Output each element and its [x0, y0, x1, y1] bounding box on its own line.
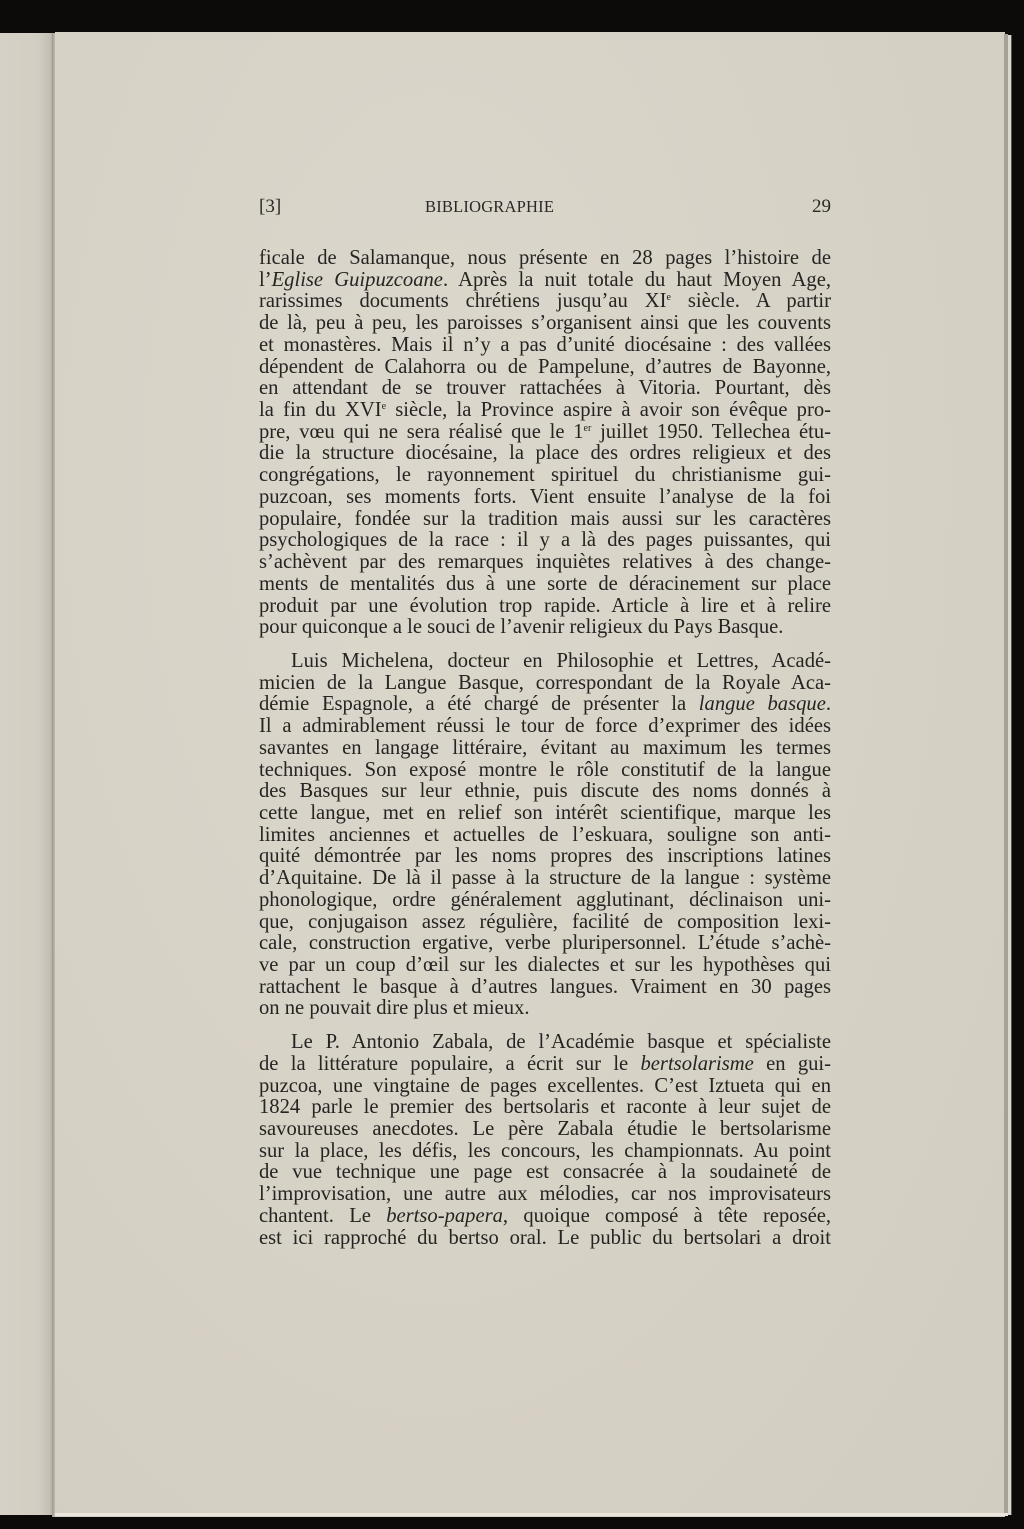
- text-line: [259, 673, 831, 695]
- text-run: juillet 1950. Tellechea étu-: [591, 420, 831, 443]
- text-line: [259, 716, 831, 738]
- text-run: pre, vœu qui ne sera réalisé que le 1: [259, 420, 584, 443]
- text-run: cette langue, met en relief son intérêt scientifique, marque les: [259, 801, 831, 824]
- text-line: [259, 357, 831, 379]
- text-run: phonologique, ordre généralement agglutinant, déclinaison uni-: [259, 888, 831, 911]
- text-line: [259, 1206, 831, 1228]
- superscript: er: [583, 422, 592, 434]
- text-run: chantent. Le: [259, 1204, 387, 1227]
- text-run: rattachent le basque à d’autres langues. Vraiment en 30 pages: [259, 975, 831, 998]
- text-run: en gui-: [753, 1052, 831, 1075]
- text-run: ficale de Salamanque, nous présente en 28 pages l’histoire de: [259, 247, 831, 269]
- text-line: [259, 998, 831, 1020]
- text-line: [259, 1141, 831, 1163]
- text-line: [259, 617, 831, 639]
- text-line: [259, 378, 831, 400]
- text-run: puzcoa, une vingtaine de pages excellentes. C’est Iztueta qui en: [259, 1074, 831, 1097]
- italic-title: Eglise Guipuzcoane: [271, 268, 443, 291]
- text-run: techniques. Son exposé montre le rôle constitutif de la langue: [259, 758, 831, 781]
- text-line: [259, 760, 831, 782]
- text-run: Le P. Antonio Zabala, de l’Académie basque et spécialiste: [291, 1031, 831, 1054]
- text-run: populaire, fondée sur la tradition mais aussi sur les caractères: [259, 507, 831, 530]
- paragraph: [259, 1032, 831, 1249]
- text-run: siècle, la Province aspire à avoir son évêque pro-: [386, 399, 831, 422]
- paragraph: [259, 248, 831, 639]
- text-run: rarissimes documents chrétiens jusqu’au XI: [259, 290, 667, 313]
- text-line: [259, 694, 831, 716]
- page-number: 29: [812, 196, 831, 217]
- text-run: cale, construction ergative, verbe pluripersonnel. L’étude s’achè-: [259, 932, 831, 955]
- text-run: micien de la Langue Basque, correspondant de la Royale Aca-: [259, 671, 831, 694]
- text-line: [259, 422, 831, 444]
- text-line: [259, 1119, 831, 1141]
- text-line: [259, 890, 831, 912]
- superscript: e: [381, 401, 387, 413]
- text-run: que, conjugaison assez régulière, facilité de composition lexi-: [259, 910, 831, 933]
- text-run: limites anciennes et actuelles de l’eskuara, souligne son anti-: [259, 823, 831, 846]
- text-run: en attendant de se trouver rattachées à Vitoria. Pourtant, dès: [259, 377, 831, 400]
- text-line: [259, 270, 831, 292]
- text-run: dépendent de Calahorra ou de Pampelune, d’autres de Bayonne,: [259, 355, 831, 378]
- text-line: [259, 1228, 831, 1250]
- text-run: est ici rapproché du bertso oral. Le public du bertsolari a droit: [259, 1226, 831, 1249]
- text-run: siècle. A partir: [670, 290, 831, 313]
- superscript: e: [666, 292, 671, 304]
- text-run: on ne pouvait dire plus et mieux.: [259, 997, 530, 1020]
- text-line: [259, 487, 831, 509]
- text-line: [259, 313, 831, 335]
- text-run: produit par une évolution trop rapide. Article à lire et à relire: [259, 594, 831, 617]
- text-line: [259, 651, 831, 673]
- italic-title: bertsolarisme: [640, 1052, 754, 1075]
- text-line: [259, 1184, 831, 1206]
- text-line: [259, 574, 831, 596]
- text-line: [259, 825, 831, 847]
- text-run: congrégations, le rayonnement spirituel du christianisme gui-: [259, 464, 831, 487]
- text-run: de la littérature populaire, a écrit sur le: [259, 1052, 641, 1075]
- text-run: de là, peu à peu, les paroisses s’organisent ainsi que les couvents: [259, 312, 831, 335]
- text-line: [259, 443, 831, 465]
- text-line: [259, 248, 831, 270]
- page-bottom-edge: [55, 1513, 1008, 1516]
- text-line: [259, 400, 831, 422]
- text-line: [259, 781, 831, 803]
- body-text: [259, 248, 831, 1261]
- text-run: Il a admirablement réussi le tour de force d’exprimer des idées: [259, 715, 831, 738]
- text-line: [259, 912, 831, 934]
- text-line: [259, 1054, 831, 1076]
- section-number: [3]: [259, 196, 282, 217]
- text-run: l’improvisation, une autre aux mélodies, car nos improvisateurs: [259, 1183, 831, 1206]
- text-run: la fin du XVI: [259, 399, 382, 422]
- text-line: [259, 868, 831, 890]
- text-line: [259, 552, 831, 574]
- text-run: ve par un coup d’œil sur les dialectes et sur les hypothèses qui: [259, 954, 831, 976]
- text-run: de vue technique une page est consacrée à la soudaineté de: [259, 1161, 831, 1184]
- text-line: [259, 1097, 831, 1119]
- italic-title: langue basque: [698, 693, 826, 716]
- text-line: [259, 335, 831, 357]
- text-line: [259, 1032, 831, 1054]
- text-run: l’: [259, 268, 272, 291]
- text-line: [259, 955, 831, 977]
- running-title: BIBLIOGRAPHIE: [425, 197, 555, 216]
- text-line: [259, 509, 831, 531]
- running-header: [259, 196, 831, 222]
- text-line: [259, 977, 831, 999]
- text-run: Luis Michelena, docteur en Philosophie et Lettres, Acadé-: [291, 649, 831, 672]
- page-stack-edge-outer: [1008, 35, 1012, 1515]
- text-run: savoureuses anecdotes. Le père Zabala étudie le bertsolarisme: [259, 1118, 831, 1141]
- text-run: quité démontrée par les noms propres des inscriptions latines: [259, 845, 831, 868]
- text-run: savantes en langage littéraire, évitant au maximum les termes: [259, 736, 831, 759]
- text-run: pour quiconque a le souci de l’avenir religieux du Pays Basque.: [259, 616, 784, 639]
- facing-page-edge: [0, 33, 54, 1515]
- text-line: [259, 738, 831, 760]
- text-line: [259, 803, 831, 825]
- text-run: puzcoan, ses moments forts. Vient ensuite l’analyse de la foi: [259, 485, 831, 508]
- text-run: .: [825, 693, 831, 716]
- text-run: . Après la nuit totale du haut Moyen Age,: [442, 268, 831, 291]
- text-run: ments de mentalités dus à une sorte de déracinement sur place: [259, 572, 831, 595]
- text-run: die la structure diocésaine, la place des ordres religieux et des: [259, 442, 831, 465]
- paragraph: [259, 651, 831, 1020]
- text-run: démie Espagnole, a été chargé de présenter la: [259, 693, 699, 716]
- text-line: [259, 530, 831, 552]
- text-line: [259, 846, 831, 868]
- text-run: sur la place, les défis, les concours, les championnats. Au point: [259, 1139, 831, 1162]
- text-line: [259, 933, 831, 955]
- italic-title: bertso-papera: [386, 1204, 503, 1227]
- text-run: des Basques sur leur ethnie, puis discute des noms donnés à: [259, 780, 831, 803]
- text-run: s’achèvent par des remarques inquiètes relatives à des change-: [259, 551, 831, 574]
- text-line: [259, 291, 831, 313]
- text-run: d’Aquitaine. De là il passe à la structure de la langue : système: [259, 867, 831, 890]
- text-line: [259, 465, 831, 487]
- text-line: [259, 1162, 831, 1184]
- text-run: 1824 parle le premier des bertsolaris et raconte à leur sujet de: [259, 1096, 831, 1119]
- text-line: [259, 1076, 831, 1098]
- text-run: , quoique composé à tête reposée,: [502, 1204, 832, 1227]
- text-line: [259, 596, 831, 618]
- text-run: psychologiques de la race : il y a là des pages puissantes, qui: [259, 529, 831, 552]
- text-run: et monastères. Mais il n’y a pas d’unité diocésaine : des vallées: [259, 333, 831, 356]
